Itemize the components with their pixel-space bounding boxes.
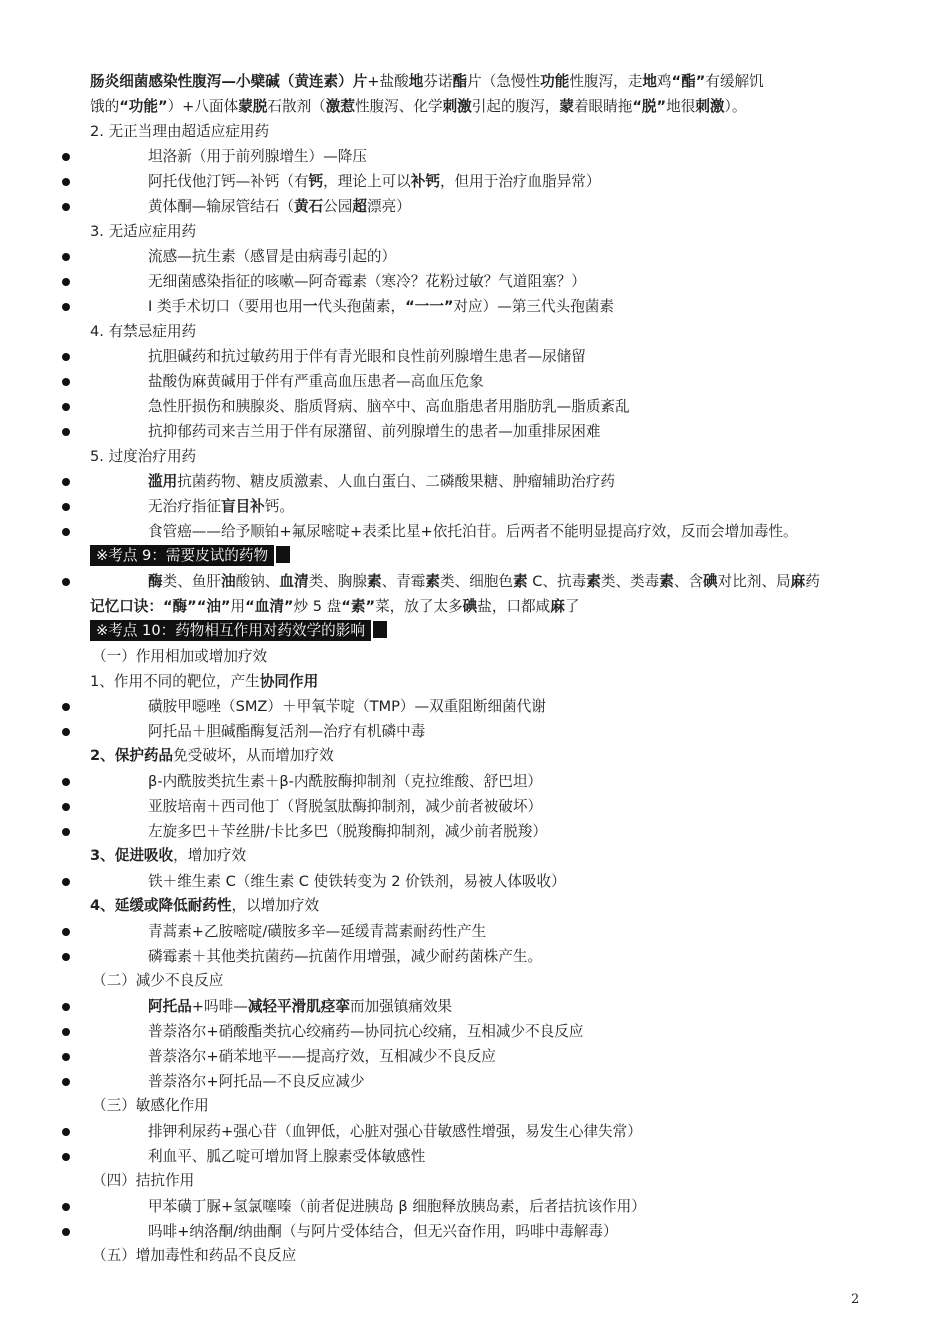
- part-4-title: （四）拮抗作用: [92, 1172, 195, 1189]
- text: 类、胸腺: [308, 573, 367, 590]
- text: ，以增加疗效: [231, 897, 320, 914]
- text: 无治疗指征: [148, 498, 221, 515]
- text-bold: 激惹: [325, 98, 355, 115]
- bullet-icon: [62, 503, 70, 511]
- text-bold: 素: [659, 573, 674, 590]
- subheading-3: [90, 845, 246, 867]
- bullet-icon: [62, 778, 70, 786]
- text: +盐酸: [367, 73, 409, 90]
- bullet-icon: [62, 303, 70, 311]
- text-bold: 协同作用: [259, 673, 319, 690]
- text: 芬诺: [423, 73, 453, 90]
- bullet-icon: [62, 1078, 70, 1086]
- text-bold: 刺激: [442, 98, 472, 115]
- text: 免受破坏，从而增加疗效: [173, 747, 334, 764]
- text-bold: 肠炎细菌感染性腹泻—小檗碱（黄连素）片: [90, 73, 368, 90]
- text: 而加强镇痛效果: [349, 998, 453, 1015]
- text: 、青霉: [381, 573, 426, 590]
- bullet-icon: [62, 578, 70, 586]
- key-point-9-heading: [90, 545, 290, 567]
- list-item: 磷霉素＋其他类抗菌药—抗菌作用增强，减少耐药菌株产生。: [148, 948, 543, 965]
- text-bold: 油: [221, 573, 236, 590]
- list-item: 无细菌感染指征的咳嗽—阿奇霉素（寒冷？花粉过敏？气道阻塞？）: [148, 273, 586, 290]
- list-item: 利血平、胍乙啶可增加肾上腺素受体敏感性: [148, 1148, 426, 1165]
- list-item: [148, 996, 452, 1018]
- text-bold: 地: [408, 73, 424, 90]
- list-item: 左旋多巴＋苄丝肼/卡比多巴（脱羧酶抑制剂，减少前者脱羧）: [148, 823, 547, 840]
- list-item: [148, 196, 411, 218]
- text: ，增加疗效: [173, 847, 247, 864]
- list-item: 磺胺甲噁唑（SMZ）＋甲氧苄啶（TMP）—双重阻断细菌代谢: [148, 698, 546, 715]
- bullet-icon: [62, 528, 70, 536]
- list-item: 抗抑郁药司来吉兰用于伴有尿潴留、前列腺增生的患者—加重排尿困难: [148, 423, 601, 440]
- text: 盐，口都咸: [477, 598, 551, 615]
- text-bold: 素: [367, 573, 382, 590]
- bullet-icon: [62, 953, 70, 961]
- bullet-icon: [62, 403, 70, 411]
- subheading-1: [90, 671, 318, 693]
- list-item: β-内酰胺类抗生素＋β-内酰胺酶抑制剂（克拉维酸、舒巴坦）: [148, 773, 543, 790]
- bullet-icon: [62, 1053, 70, 1061]
- bullet-icon: [62, 178, 70, 186]
- key-point-bar: [276, 546, 290, 563]
- text: 性腹泻，走: [569, 73, 643, 90]
- bullet-icon: [62, 803, 70, 811]
- text-bold: 素: [513, 573, 528, 590]
- bullet-icon: [62, 203, 70, 211]
- text: 引起的腹泻，: [471, 98, 560, 115]
- text-bold: 阿托品: [148, 998, 192, 1015]
- text-bold: 碘: [462, 598, 478, 615]
- list-item: 流感—抗生素（感冒是由病毒引起的）: [148, 248, 397, 265]
- text-bold: “酯”: [671, 73, 706, 90]
- text: +吗啡—: [191, 998, 248, 1015]
- list-item: [148, 296, 614, 318]
- text: 公园: [323, 198, 353, 215]
- text: 类、鱼肝: [162, 573, 221, 590]
- text: 抗菌药物、糖皮质激素、人血白蛋白、二磷酸果糖、肿瘤辅助治疗药: [177, 473, 616, 490]
- list-item: [148, 571, 820, 593]
- text-bold: 素: [425, 573, 441, 590]
- bullet-icon: [62, 478, 70, 486]
- bullet-icon: [62, 1228, 70, 1236]
- part-2-title: （二）减少不良反应: [92, 972, 224, 989]
- text-bold: 蒙脱: [238, 98, 268, 115]
- list-item: 普萘洛尔+硝酸酯类抗心绞痛药—协同抗心绞痛，互相减少不良反应: [148, 1023, 584, 1040]
- text-bold: “素”: [341, 598, 376, 615]
- text-bold: 麻: [790, 573, 806, 590]
- text-bold: 2、保护药品: [90, 747, 174, 764]
- list-item: 亚胺培南＋西司他丁（肾脱氢肽酶抑制剂，减少前者被破坏）: [148, 798, 543, 815]
- text-bold: 钙: [308, 173, 324, 190]
- section-3-title: 3. 无适应症用药: [90, 223, 197, 240]
- bullet-icon: [62, 153, 70, 161]
- text-bold: 血清: [279, 573, 309, 590]
- text: ）。: [724, 98, 747, 115]
- text: 对应）—第三代头孢菌素: [453, 298, 614, 315]
- list-item: 甲苯磺丁脲+氢氯噻嗪（前者促进胰岛 β 细胞释放胰岛素，后者拮抗该作用）: [148, 1198, 646, 1215]
- subheading-2: [90, 745, 334, 767]
- text-bold: “脱”: [632, 98, 667, 115]
- key-point-label: ※考点 10：药物相互作用对药效学的影响: [90, 620, 371, 641]
- part-5-title: （五）增加毒性和药品不良反应: [92, 1247, 297, 1264]
- list-item: 铁＋维生素 C（维生素 C 使铁转变为 2 价铁剂，易被人体吸收）: [148, 873, 566, 890]
- list-item: 阿托品＋胆碱酯酶复活剂—治疗有机磷中毒: [148, 723, 426, 740]
- list-item: 盐酸伪麻黄碱用于伴有严重高血压患者—高血压危象: [148, 373, 484, 390]
- list-item: 抗胆碱药和抗过敏药用于伴有青光眼和良性前列腺增生患者—尿储留: [148, 348, 586, 365]
- text-bold: “一一”: [405, 298, 454, 315]
- text-bold: 减轻平滑肌痉挛: [247, 998, 350, 1015]
- text: 鸡: [656, 73, 672, 90]
- list-item: 急性肝损伤和胰腺炎、脂质肾病、脑卒中、高血脂患者用脂肪乳—脂质紊乱: [148, 398, 630, 415]
- text-bold: 滥用: [148, 473, 178, 490]
- bullet-icon: [62, 1003, 70, 1011]
- text: 炒 5 盘: [293, 598, 342, 615]
- subheading-4: [90, 895, 319, 917]
- text: ，但用于治疗血脂异常）: [439, 173, 601, 190]
- list-item: 坦洛新（用于前列腺增生）—降压: [148, 148, 367, 165]
- list-item: [148, 171, 600, 193]
- text-bold: 3、促进吸收: [90, 847, 174, 864]
- text-bold: 刺激: [695, 98, 725, 115]
- text: C、抗毒: [527, 573, 587, 590]
- key-point-bar: [373, 621, 387, 638]
- bullet-icon: [62, 353, 70, 361]
- text-bold: 超: [352, 198, 367, 215]
- text: 类、细胞色: [440, 573, 513, 590]
- text: ）+八面体: [167, 98, 239, 115]
- text-bold: 4、延缓或降低耐药性: [90, 897, 232, 914]
- text: 阿托伐他汀钙—补钙（有: [148, 173, 309, 190]
- list-item: [148, 496, 294, 518]
- list-item: 普萘洛尔+阿托品—不良反应减少: [148, 1073, 365, 1090]
- text: 漂亮）: [366, 198, 411, 215]
- text-bold: 功能: [540, 73, 570, 90]
- text: 有缓解饥: [705, 73, 764, 90]
- text: 黄体酮—输尿管结石（: [148, 198, 294, 215]
- text: 1、作用不同的靶位，产生: [90, 673, 260, 690]
- intro-line-2: [90, 96, 746, 118]
- text-bold: 盲目补: [220, 498, 265, 515]
- text-bold: 酶: [148, 573, 163, 590]
- text-bold: 补钙: [410, 173, 440, 190]
- bullet-icon: [62, 378, 70, 386]
- list-item: 排钾利尿药+强心苷（血钾低，心脏对强心苷敏感性增强，易发生心律失常）: [148, 1123, 642, 1140]
- bullet-icon: [62, 828, 70, 836]
- list-item: 食管癌——给予顺铂+氟尿嘧啶+表柔比星+依托泊苷。后两者不能明显提高疗效，反而会增加毒性。: [148, 523, 798, 540]
- bullet-icon: [62, 728, 70, 736]
- text-bold: 一: [302, 298, 318, 315]
- text-bold: “血清”: [245, 598, 294, 615]
- section-2-title: 2. 无正当理由超适应症用药: [90, 123, 270, 140]
- list-item: 普萘洛尔+硝苯地平——提高疗效，互相减少不良反应: [148, 1048, 496, 1065]
- text-bold: 酯: [452, 73, 468, 90]
- text: 、含: [673, 573, 704, 590]
- text-bold: 地: [642, 73, 657, 90]
- bullet-icon: [62, 928, 70, 936]
- text-bold: 蒙: [559, 98, 574, 115]
- text: 用: [230, 598, 246, 615]
- text: 着眼睛拖: [573, 98, 633, 115]
- text: Ⅰ 类手术切口（要用也用: [148, 298, 303, 315]
- text: 代头孢菌素，: [317, 298, 406, 315]
- text: ，理论上可以: [323, 173, 411, 190]
- text: 药: [805, 573, 820, 590]
- memo-line: [90, 596, 579, 618]
- text-bold: “功能”: [119, 98, 168, 115]
- bullet-icon: [62, 878, 70, 886]
- text-bold: 麻: [550, 598, 565, 615]
- bullet-icon: [62, 1128, 70, 1136]
- part-1-title: （一）作用相加或增加疗效: [92, 648, 268, 665]
- bullet-icon: [62, 1203, 70, 1211]
- text-bold: 素: [586, 573, 601, 590]
- bullet-icon: [62, 278, 70, 286]
- section-4-title: 4. 有禁忌症用药: [90, 323, 197, 340]
- list-item: 吗啡+纳洛酮/纳曲酮（与阿片受体结合，但无兴奋作用，吗啡中毒解毒）: [148, 1223, 618, 1240]
- text: 对比剂、局: [717, 573, 791, 590]
- part-3-title: （三）敏感化作用: [92, 1097, 209, 1114]
- text: 酸钠、: [235, 573, 280, 590]
- bullet-icon: [62, 703, 70, 711]
- text: 钙。: [264, 498, 294, 515]
- text: 类、类毒: [600, 573, 660, 590]
- text-bold: 黄石: [293, 198, 324, 215]
- bullet-icon: [62, 1028, 70, 1036]
- text: 饿的: [90, 98, 120, 115]
- text: 地很: [666, 98, 696, 115]
- text: 石散剂（: [267, 98, 326, 115]
- text: 了: [564, 598, 580, 615]
- bullet-icon: [62, 253, 70, 261]
- text-bold: 记忆口诀：“酶”“油”: [90, 598, 231, 615]
- text: 片（急慢性: [467, 73, 541, 90]
- list-item: [148, 471, 615, 493]
- bullet-icon: [62, 428, 70, 436]
- text: 性腹泻、化学: [354, 98, 443, 115]
- section-5-title: 5. 过度治疗用药: [90, 448, 197, 465]
- key-point-label: ※考点 9：需要皮试的药物: [90, 545, 274, 566]
- bullet-icon: [62, 1153, 70, 1161]
- list-item: 青蒿素+乙胺嘧啶/磺胺多辛—延缓青蒿素耐药性产生: [148, 923, 487, 940]
- page-number: 2: [851, 1292, 860, 1307]
- key-point-10-heading: [90, 620, 387, 642]
- text: 菜，放了太多: [375, 598, 463, 615]
- intro-line-1: [90, 71, 764, 93]
- text-bold: 碘: [703, 573, 718, 590]
